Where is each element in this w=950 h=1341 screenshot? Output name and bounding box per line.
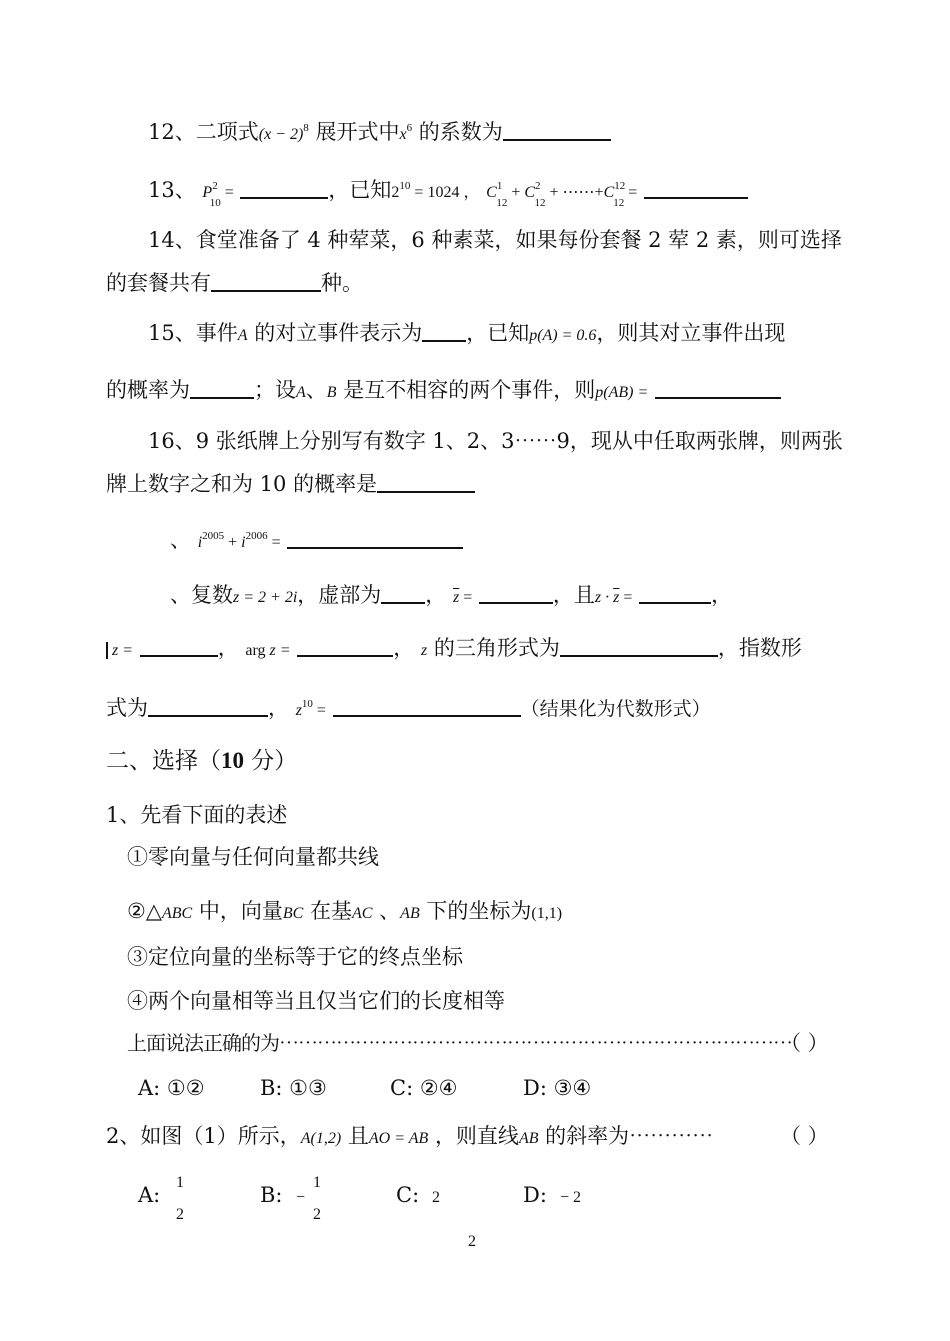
option-d-label[interactable]: D:: [523, 1183, 547, 1207]
question-16-line1: 16、9 张纸牌上分别写有数字 1、2、3⋯⋯9，现从中任取两张牌，则两张: [148, 429, 843, 453]
option-a[interactable]: A: ①②: [138, 1076, 205, 1100]
option-b[interactable]: B: ①③: [260, 1076, 327, 1100]
answer-blank[interactable]: [479, 582, 553, 604]
question-15-line1: 15、事件A 的对立事件表示为 ，已知p(A) = 0.6，则其对立事件出现: [148, 321, 786, 345]
question-17: 、 $i^{2005} + i^{2006}$ =: [170, 526, 463, 558]
option-d-value: − 2: [560, 1189, 582, 1206]
answer-blank[interactable]: [140, 635, 218, 657]
answer-blank[interactable]: [639, 582, 711, 604]
question-18-line3: 式为 ， $z^{10}$ = （结果化为代数形式）: [106, 696, 711, 720]
page-number: 2: [468, 1233, 476, 1250]
answer-blank[interactable]: [377, 471, 475, 493]
option-c-value: 2: [432, 1189, 440, 1206]
question-13: 13、 $P^2_{10}$ = ，已知$2^{10} = 1024$ ， $C^1_{12} + C^2_{12}$ + $\cdots\cdots+C^{12}_{12}$ =: [148, 176, 748, 208]
answer-blank[interactable]: [655, 377, 781, 399]
choice-1-title: 1、先看下面的表述: [106, 803, 288, 827]
statement-1: ①零向量与任何向量都共线: [127, 845, 379, 869]
answer-blank[interactable]: [297, 635, 393, 657]
option-c[interactable]: C: ②④: [390, 1076, 458, 1100]
option-b-numerator: 1: [313, 1174, 321, 1191]
question-12: 12、二项式$(x - 2)^8$ 展开式中$x^6$ 的系数为: [148, 118, 611, 150]
question-14-line1: 14、食堂准备了 4 种荤菜，6 种素菜，如果每份套餐 2 荤 2 素，则可选择: [148, 228, 842, 252]
option-b-sign: −: [296, 1189, 306, 1206]
question-14-line2: 的套餐共有 种。: [106, 271, 363, 295]
option-a-label[interactable]: A:: [138, 1183, 161, 1207]
option-c-label[interactable]: C:: [396, 1183, 420, 1207]
answer-paren: （ ）: [780, 1124, 829, 1148]
answer-blank[interactable]: [503, 119, 611, 141]
answer-blank[interactable]: [560, 635, 718, 657]
question-16-line2: 牌上数字之和为 10 的概率是: [106, 470, 475, 498]
option-a-denominator: 2: [176, 1206, 184, 1223]
option-d[interactable]: D: ③④: [523, 1076, 592, 1100]
choice-2-question: 2、如图（1）所示，A(1,2) 且AO = AB ，则直线AB 的斜率为⋯⋯⋯⋯: [106, 1124, 714, 1148]
answer-blank[interactable]: [381, 582, 425, 604]
answer-blank[interactable]: [644, 177, 748, 199]
answer-blank[interactable]: [240, 177, 328, 199]
question-15-line2: 的概率为 ；设A、B 是互不相容的两个事件，则p(AB) =: [106, 376, 781, 407]
answer-paren: （ ）: [780, 1031, 829, 1055]
statement-4: ④两个向量相等当且仅当它们的长度相等: [127, 989, 505, 1013]
answer-blank[interactable]: [333, 695, 521, 717]
option-b-denominator: 2: [313, 1206, 321, 1223]
statement-3: ③定位向量的坐标等于它的终点坐标: [127, 945, 463, 969]
option-b-label[interactable]: B:: [260, 1183, 283, 1207]
choice-1-question: 上面说法正确的为⋯⋯⋯⋯⋯⋯⋯⋯⋯⋯⋯⋯⋯⋯⋯⋯⋯⋯⋯⋯⋯⋯⋯⋯⋯⋯⋯: [127, 1031, 792, 1055]
answer-blank[interactable]: [148, 695, 268, 717]
question-18-line2: z = ， arg z = ， z 的三角形式为 ，指数形: [106, 634, 802, 665]
answer-blank[interactable]: [190, 377, 254, 399]
answer-blank[interactable]: [422, 320, 466, 342]
statement-2: ②△ABC 中，向量BC 在基AC 、AB 下的坐标为(1,1): [127, 899, 563, 923]
option-a-numerator: 1: [176, 1174, 184, 1191]
answer-blank[interactable]: [287, 527, 463, 549]
section-heading: 二、选择（10 分）: [106, 748, 298, 774]
answer-blank[interactable]: [211, 270, 321, 292]
question-18-line1: 、复数z = 2 + 2i，虚部为 ， $\overline{z}$ = ，且$z \cdot \overline{z}$ = ，: [170, 583, 733, 607]
